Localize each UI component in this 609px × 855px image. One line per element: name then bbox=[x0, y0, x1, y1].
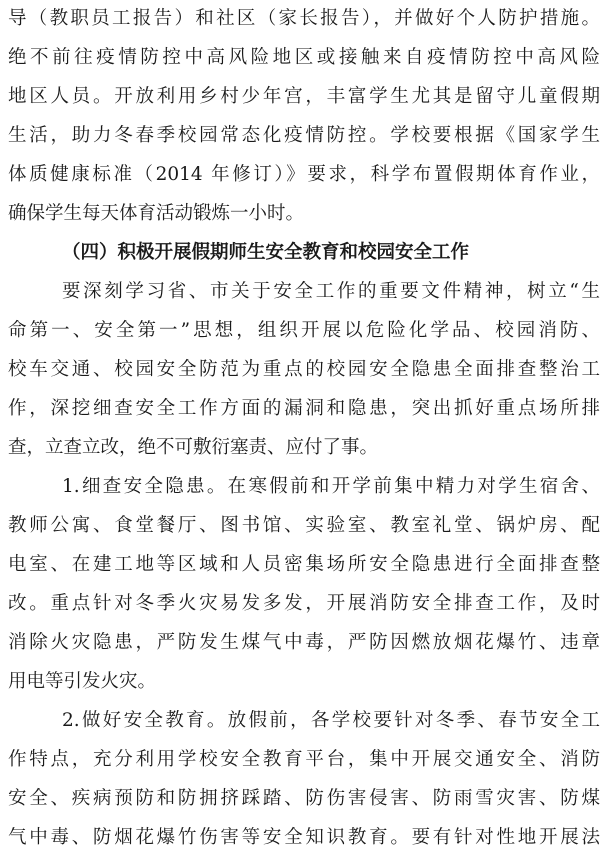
paragraph-line: 作，深挖细查安全工作方面的漏洞和隐患，突出抓好重点场所排 bbox=[8, 398, 600, 419]
paragraph-line: 绝不前往疫情防控中高风险地区或接触来自疫情防控中高风险 bbox=[8, 47, 600, 68]
paragraph-line: 2.做好安全教育。放假前，各学校要针对冬季、春节安全工 bbox=[62, 710, 600, 731]
paragraph-line: 确保学生每天体育活动锻炼一小时。 bbox=[8, 203, 305, 224]
section-heading: （四）积极开展假期师生安全教育和校园安全工作 bbox=[62, 242, 470, 263]
paragraph-line: 查，立查立改，绝不可敷衍塞责、应付了事。 bbox=[8, 437, 379, 458]
paragraph-line: 教师公寓、食堂餐厅、图书馆、实验室、教室礼堂、锅炉房、配 bbox=[8, 515, 600, 536]
paragraph-line: 校车交通、校园安全防范为重点的校园安全隐患全面排查整治工 bbox=[8, 359, 600, 380]
paragraph-line: 电室、在建工地等区域和人员密集场所安全隐患进行全面排查整 bbox=[8, 554, 600, 575]
paragraph-line: 消除火灾隐患，严防发生煤气中毒，严防因燃放烟花爆竹、违章 bbox=[8, 632, 600, 653]
paragraph-line: 气中毒、防烟花爆竹伤害等安全知识教育。要有针对性地开展法 bbox=[8, 827, 600, 848]
paragraph-line: 要深刻学习省、市关于安全工作的重要文件精神，树立“生 bbox=[62, 281, 600, 302]
paragraph-line: 用电等引发火灾。 bbox=[8, 671, 157, 692]
paragraph-line: 导（教职员工报告）和社区（家长报告），并做好个人防护措施。 bbox=[8, 8, 600, 29]
paragraph-line: 1.细查安全隐患。在寒假前和开学前集中精力对学生宿舍、 bbox=[62, 476, 600, 497]
paragraph-line: 地区人员。开放利用乡村少年宫，丰富学生尤其是留守儿童假期 bbox=[8, 86, 600, 107]
paragraph-line: 体质健康标准（2014 年修订）》要求，科学布置假期体育作业， bbox=[8, 164, 600, 185]
paragraph-line: 安全、疾病预防和防拥挤踩踏、防伤害侵害、防雨雪灾害、防煤 bbox=[8, 788, 600, 809]
paragraph-line: 改。重点针对冬季火灾易发多发，开展消防安全排查工作，及时 bbox=[8, 593, 600, 614]
paragraph-line: 命第一、安全第一”思想，组织开展以危险化学品、校园消防、 bbox=[8, 320, 600, 341]
paragraph-line: 作特点，充分利用学校安全教育平台，集中开展交通安全、消防 bbox=[8, 749, 600, 770]
paragraph-line: 生活，助力冬春季校园常态化疫情防控。学校要根据《国家学生 bbox=[8, 125, 600, 146]
